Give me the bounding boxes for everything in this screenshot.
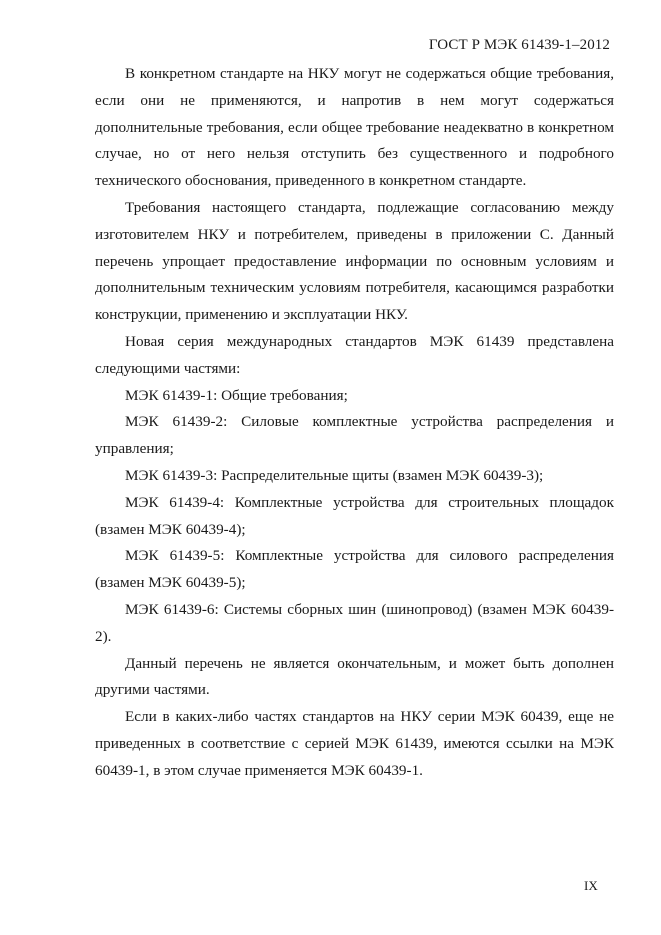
- paragraph-list-not-final: Данный перечень не является окончательным, и может быть дополнен другими частями.: [95, 654, 614, 699]
- paragraph-specific-standard: В конкретном стандарте на НКУ могут не содержаться общие требования, если они не применяются, и напротив в нем могут содержаться дополнительные требования, если общее требование неадекватно в конкретном случае, но от него нельзя отступить без существенного и подробного технического обоснования, приведенного в конкретном стандарте.: [95, 65, 614, 190]
- list-item-part-6: МЭК 61439-6: Системы сборных шин (шинопровод) (взамен МЭК 60439-2).: [95, 600, 614, 645]
- list-item-part-1: МЭК 61439-1: Общие требования;: [125, 386, 348, 404]
- list-item-part-2: МЭК 61439-2: Силовые комплектные устройства распределения и управления;: [95, 413, 614, 458]
- list-item-part-5: МЭК 61439-5: Комплектные устройства для силового распределения (взамен МЭК 60439-5);: [95, 547, 614, 592]
- page-header-standard-code: ГОСТ Р МЭК 61439-1–2012: [428, 37, 610, 53]
- paragraph-references-60439: Если в каких-либо частях стандартов на НКУ серии МЭК 60439, еще не приведенных в соответствие с серией МЭК 61439, имеются ссылки на МЭК 60439-1, в этом случае применяется МЭК 60439-1.: [95, 708, 614, 779]
- page-number: IX: [584, 878, 598, 893]
- paragraph-agreement-requirements: Требования настоящего стандарта, подлежащие согласованию между изготовителем НКУ и потребителем, приведены в приложении С. Данный перечень упрощает предоставление информации по основным условиям и дополнительным техническим условиям потребителя, касающимся разработки конструкции, применению и эксплуатации НКУ.: [95, 198, 614, 324]
- paragraph-series-intro: Новая серия международных стандартов МЭК 61439 представлена следующими частями:: [95, 332, 614, 377]
- list-item-part-3: МЭК 61439-3: Распределительные щиты (взамен МЭК 60439-3);: [125, 466, 544, 484]
- list-item-part-4: МЭК 61439-4: Комплектные устройства для строительных площадок (взамен МЭК 60439-4);: [95, 493, 614, 538]
- document-body: [95, 61, 614, 785]
